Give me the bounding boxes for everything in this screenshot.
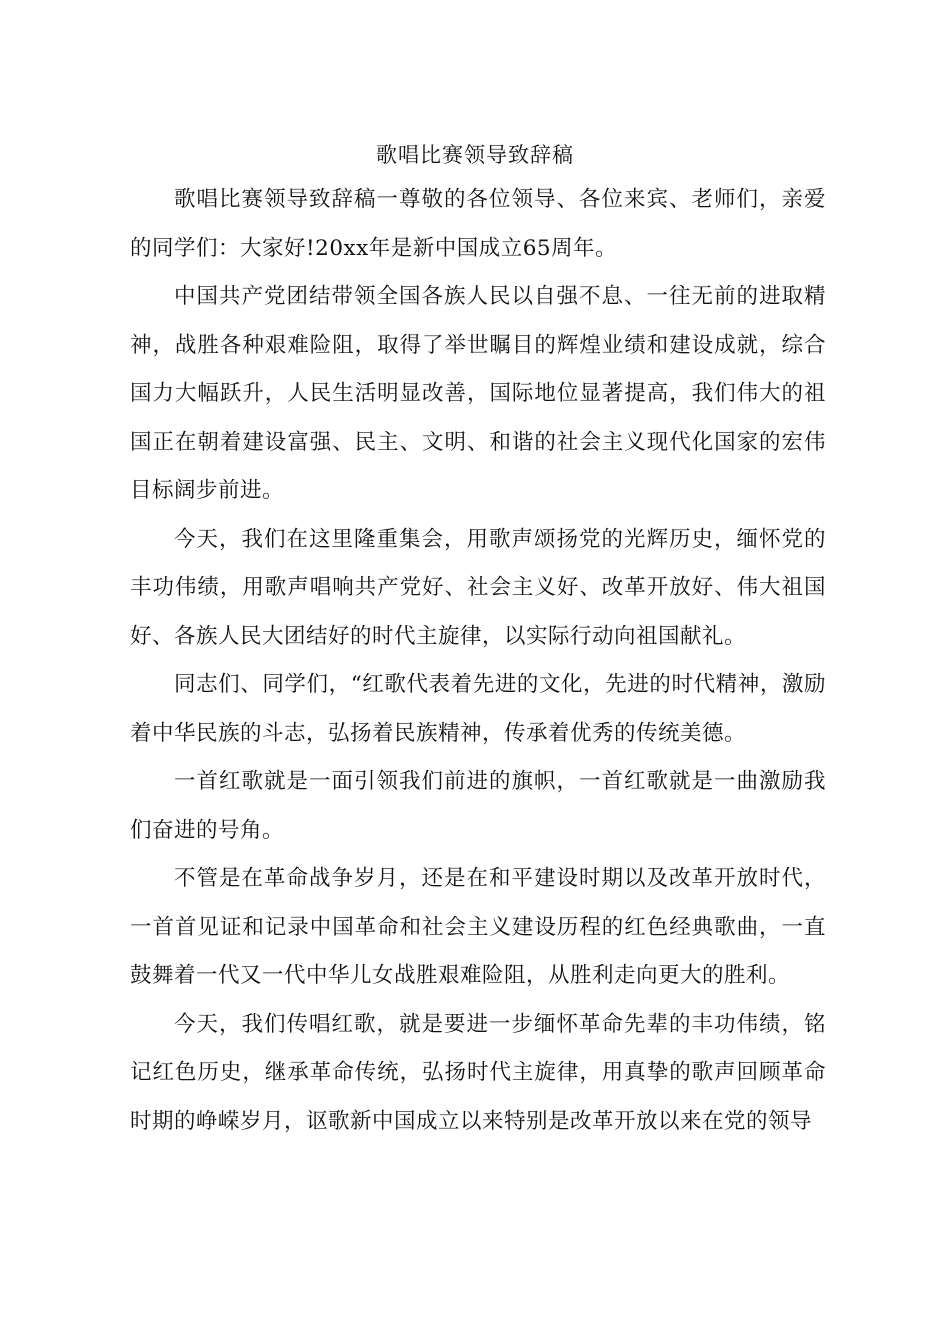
paragraph-1: 歌唱比赛领导致辞稿一尊敬的各位领导、各位来宾、老师们，亲爱的同学们：大家好!20xx年是新中国成立65周年。 xyxy=(130,187,826,261)
paragraph-4: 同志们、同学们，“红歌代表着先进的文化，先进的时代精神，激励着中华民族的斗志，弘扬着民族精神，传承着优秀的传统美德。 xyxy=(130,672,826,746)
document-body xyxy=(130,176,826,1146)
document-title: 歌唱比赛领导致辞稿 xyxy=(376,143,574,167)
paragraph-3: 今天，我们在这里隆重集会，用歌声颂扬党的光辉历史，缅怀党的丰功伟绩，用歌声唱响共产党好、社会主义好、改革开放好、伟大祖国好、各族人民大团结好的时代主旋律，以实际行动向祖国献礼。 xyxy=(130,526,826,649)
paragraph-7: 今天，我们传唱红歌，就是要进一步缅怀革命先辈的丰功伟绩，铭记红色历史，继承革命传统，弘扬时代主旋律，用真挚的歌声回顾革命时期的峥嵘岁月，讴歌新中国成立以来特别是改革开放以来在党的领导 xyxy=(130,1011,826,1134)
paragraph-2: 中国共产党团结带领全国各族人民以自强不息、一往无前的进取精神，战胜各种艰难险阻，取得了举世瞩目的辉煌业绩和建设成就，综合国力大幅跃升，人民生活明显改善，国际地位显著提高，我们伟大的祖国正在朝着建设富强、民主、文明、和谐的社会主义现代化国家的宏伟目标阔步前进。 xyxy=(130,284,826,503)
paragraph-5: 一首红歌就是一面引领我们前进的旗帜，一首红歌就是一曲激励我们奋进的号角。 xyxy=(130,769,826,843)
paragraph-6: 不管是在革命战争岁月，还是在和平建设时期以及改革开放时代，一首首见证和记录中国革命和社会主义建设历程的红色经典歌曲，一直鼓舞着一代又一代中华儿女战胜艰难险阻，从胜利走向更大的胜利。 xyxy=(130,866,826,988)
